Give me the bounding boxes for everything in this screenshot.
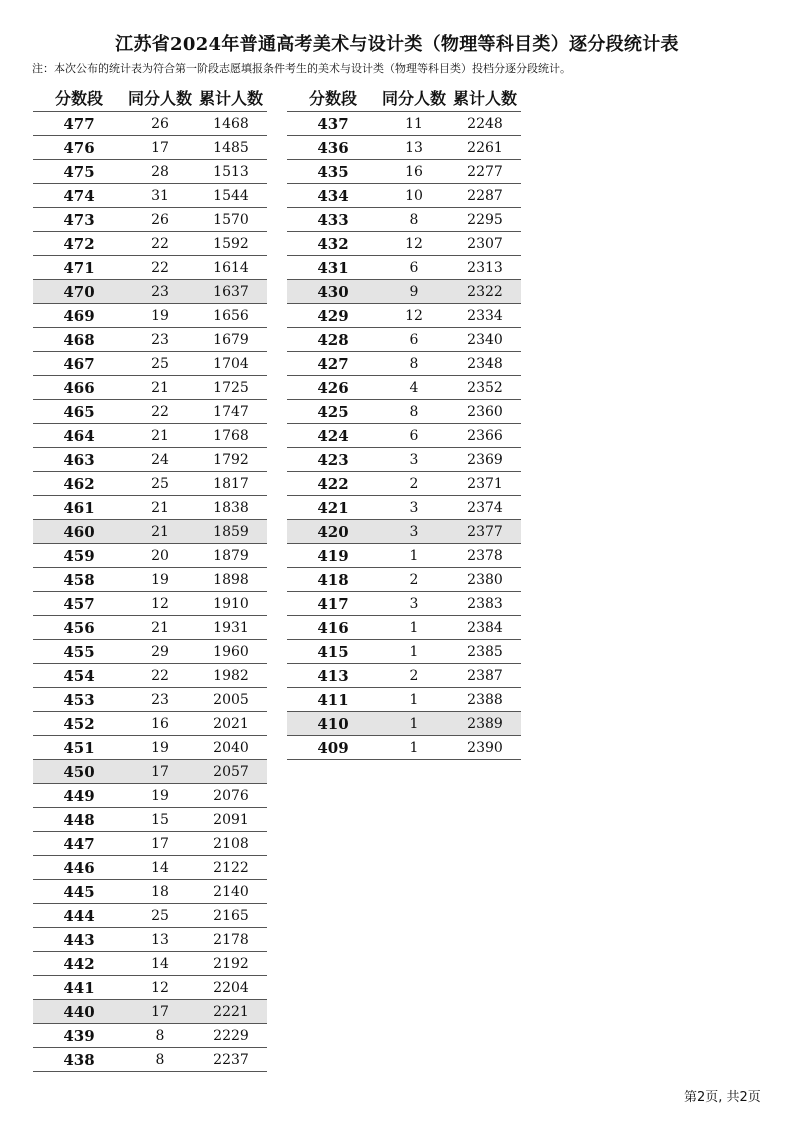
table-header [33,83,267,111]
score-cell: 468 [63,330,95,349]
same-count-cell: 21 [151,379,169,396]
score-cell: 427 [317,354,349,373]
cumulative-cell: 2385 [467,643,503,660]
table-row [287,567,521,591]
table-row [287,471,521,495]
score-cell: 469 [63,306,95,325]
table-row [33,687,267,711]
cumulative-cell: 2348 [467,355,503,372]
same-count-cell: 3 [409,523,419,540]
table-bottom-border [33,1071,267,1072]
same-count-cell: 20 [151,547,169,564]
score-cell: 466 [63,378,95,397]
cumulative-cell: 1614 [213,259,249,276]
table-row [33,903,267,927]
score-cell: 456 [63,618,95,637]
same-count-cell: 12 [405,307,423,324]
same-count-cell: 8 [409,403,419,420]
same-count-cell: 1 [409,691,419,708]
same-count-cell: 16 [151,715,169,732]
table-row [33,591,267,615]
table-row [287,687,521,711]
cumulative-cell: 1513 [213,163,249,180]
cumulative-cell: 2377 [467,523,503,540]
header-cumulative: 累计人数 [452,88,517,108]
table-row [33,399,267,423]
same-count-cell: 1 [409,547,419,564]
same-count-cell: 14 [151,955,169,972]
same-count-cell: 8 [409,355,419,372]
same-count-cell: 19 [151,787,169,804]
cumulative-cell: 1704 [213,355,249,372]
score-cell: 419 [317,546,349,565]
same-count-cell: 18 [151,883,169,900]
table-row [287,327,521,351]
score-cell: 449 [63,786,95,805]
same-count-cell: 23 [151,331,169,348]
score-cell: 434 [317,186,349,205]
same-count-cell: 23 [151,691,169,708]
cumulative-cell: 1768 [213,427,249,444]
score-cell: 472 [63,234,95,253]
score-cell: 442 [63,954,95,973]
cumulative-cell: 2076 [213,787,249,804]
same-count-cell: 12 [151,595,169,612]
table-row [33,519,267,543]
table-row [287,159,521,183]
table-row [287,591,521,615]
table-header [287,83,521,111]
cumulative-cell: 1859 [213,523,249,540]
score-cell: 435 [317,162,349,181]
same-count-cell: 13 [151,931,169,948]
score-cell: 452 [63,714,95,733]
same-count-cell: 19 [151,571,169,588]
table-row [287,615,521,639]
table-row [33,975,267,999]
score-cell: 424 [317,426,349,445]
cumulative-cell: 2261 [467,139,503,156]
table-row [287,711,521,735]
score-cell: 463 [63,450,95,469]
score-cell: 444 [63,906,95,925]
cumulative-cell: 2057 [213,763,249,780]
page-title: 江苏省2024年普通高考美术与设计类（物理等科目类）逐分段统计表 [115,34,679,55]
same-count-cell: 25 [151,475,169,492]
table-row [33,543,267,567]
same-count-cell: 12 [405,235,423,252]
cumulative-cell: 2340 [467,331,503,348]
table-row [33,855,267,879]
score-cell: 439 [63,1026,95,1045]
table-row [33,159,267,183]
cumulative-cell: 2371 [467,475,503,492]
score-cell: 457 [63,594,95,613]
score-cell: 420 [317,522,349,541]
cumulative-cell: 1747 [213,403,249,420]
score-cell: 465 [63,402,95,421]
same-count-cell: 28 [151,163,169,180]
table-row [33,663,267,687]
table-row [287,303,521,327]
table-row [287,375,521,399]
cumulative-cell: 2380 [467,571,503,588]
header-cumulative: 累计人数 [198,88,263,108]
cumulative-cell: 2277 [467,163,503,180]
cumulative-cell: 1485 [213,139,249,156]
score-cell: 428 [317,330,349,349]
cumulative-cell: 2165 [213,907,249,924]
table-row [33,999,267,1023]
score-cell: 459 [63,546,95,565]
table-row [33,927,267,951]
same-count-cell: 2 [409,475,419,492]
score-cell: 458 [63,570,95,589]
score-cell: 455 [63,642,95,661]
table-row [33,1023,267,1047]
table-row [287,231,521,255]
same-count-cell: 22 [151,667,169,684]
cumulative-cell: 2122 [213,859,249,876]
table-row [287,111,521,135]
same-count-cell: 25 [151,355,169,372]
header-score: 分数段 [54,88,103,108]
score-cell: 433 [317,210,349,229]
table-row [33,447,267,471]
score-cell: 447 [63,834,95,853]
score-table-right [287,83,521,760]
cumulative-cell: 2322 [467,283,503,300]
table-row [33,327,267,351]
table-row [33,135,267,159]
cumulative-cell: 2204 [213,979,249,996]
score-cell: 409 [317,738,349,757]
table-bottom-border [287,759,521,760]
cumulative-cell: 2388 [467,691,503,708]
score-cell: 453 [63,690,95,709]
score-cell: 454 [63,666,95,685]
same-count-cell: 2 [409,571,419,588]
table-row [287,495,521,519]
score-cell: 426 [317,378,349,397]
same-count-cell: 1 [409,619,419,636]
score-cell: 450 [63,762,95,781]
cumulative-cell: 2384 [467,619,503,636]
score-cell: 476 [63,138,95,157]
score-cell: 462 [63,474,95,493]
table-row [33,807,267,831]
cumulative-cell: 1592 [213,235,249,252]
cumulative-cell: 1544 [213,187,249,204]
cumulative-cell: 2334 [467,307,503,324]
cumulative-cell: 2091 [213,811,249,828]
cumulative-cell: 2383 [467,595,503,612]
table-row [33,951,267,975]
table-row [287,735,521,759]
score-cell: 474 [63,186,95,205]
cumulative-cell: 2221 [213,1003,249,1020]
same-count-cell: 17 [151,835,169,852]
score-cell: 423 [317,450,349,469]
score-table-left [33,83,267,1072]
table-note: 注：本次公布的统计表为符合第一阶段志愿填报条件考生的美术与设计类（物理等科目类）投档分逐分段统计。 [32,62,571,75]
score-cell: 473 [63,210,95,229]
cumulative-cell: 1817 [213,475,249,492]
table-row [33,423,267,447]
same-count-cell: 23 [151,283,169,300]
table-row [33,567,267,591]
cumulative-cell: 1910 [213,595,249,612]
cumulative-cell: 1879 [213,547,249,564]
cumulative-cell: 2229 [213,1027,249,1044]
page-footer: 第2页, 共2页 [684,1090,761,1105]
same-count-cell: 19 [151,307,169,324]
cumulative-cell: 2108 [213,835,249,852]
score-cell: 448 [63,810,95,829]
same-count-cell: 11 [405,115,423,132]
same-count-cell: 19 [151,739,169,756]
same-count-cell: 2 [409,667,419,684]
table-row [33,639,267,663]
table-row [33,375,267,399]
score-cell: 471 [63,258,95,277]
cumulative-cell: 1838 [213,499,249,516]
score-cell: 431 [317,258,349,277]
cumulative-cell: 2366 [467,427,503,444]
table-row [33,351,267,375]
same-count-cell: 8 [155,1051,165,1068]
same-count-cell: 21 [151,427,169,444]
table-row [287,279,521,303]
same-count-cell: 26 [151,115,169,132]
table-row [33,207,267,231]
same-count-cell: 15 [151,811,169,828]
same-count-cell: 22 [151,259,169,276]
table-row [33,879,267,903]
table-row [33,255,267,279]
table-row [33,831,267,855]
table-row [287,663,521,687]
same-count-cell: 26 [151,211,169,228]
cumulative-cell: 2389 [467,715,503,732]
score-cell: 461 [63,498,95,517]
cumulative-cell: 2040 [213,739,249,756]
table-row [33,783,267,807]
table-row [33,279,267,303]
table-row [287,399,521,423]
same-count-cell: 8 [409,211,419,228]
cumulative-cell: 1570 [213,211,249,228]
table-body-left [33,111,267,1072]
same-count-cell: 3 [409,451,419,468]
cumulative-cell: 2369 [467,451,503,468]
cumulative-cell: 2178 [213,931,249,948]
cumulative-cell: 1637 [213,283,249,300]
same-count-cell: 17 [151,139,169,156]
same-count-cell: 16 [405,163,423,180]
table-row [287,447,521,471]
score-cell: 446 [63,858,95,877]
score-cell: 464 [63,426,95,445]
same-count-cell: 4 [409,379,419,396]
cumulative-cell: 2360 [467,403,503,420]
same-count-cell: 22 [151,403,169,420]
score-cell: 467 [63,354,95,373]
same-count-cell: 9 [409,283,419,300]
score-cell: 441 [63,978,95,997]
score-cell: 413 [317,666,349,685]
score-cell: 432 [317,234,349,253]
same-count-cell: 6 [409,331,419,348]
same-count-cell: 31 [151,187,169,204]
score-cell: 417 [317,594,349,613]
table-body-right [287,111,521,760]
table-row [287,183,521,207]
table-row [33,471,267,495]
same-count-cell: 1 [409,739,419,756]
cumulative-cell: 1725 [213,379,249,396]
score-cell: 475 [63,162,95,181]
same-count-cell: 6 [409,427,419,444]
table-row [33,231,267,255]
cumulative-cell: 2307 [467,235,503,252]
same-count-cell: 13 [405,139,423,156]
same-count-cell: 3 [409,499,419,516]
table-row [33,735,267,759]
score-cell: 421 [317,498,349,517]
score-cell: 438 [63,1050,95,1069]
score-cell: 415 [317,642,349,661]
score-cell: 410 [317,714,349,733]
score-cell: 418 [317,570,349,589]
score-cell: 430 [317,282,349,301]
same-count-cell: 1 [409,643,419,660]
cumulative-cell: 2387 [467,667,503,684]
same-count-cell: 25 [151,907,169,924]
score-cell: 440 [63,1002,95,1021]
table-row [33,111,267,135]
cumulative-cell: 2390 [467,739,503,756]
cumulative-cell: 2237 [213,1051,249,1068]
same-count-cell: 22 [151,235,169,252]
cumulative-cell: 2005 [213,691,249,708]
cumulative-cell: 1898 [213,571,249,588]
table-row [287,423,521,447]
cumulative-cell: 1960 [213,643,249,660]
same-count-cell: 10 [405,187,423,204]
same-count-cell: 1 [409,715,419,732]
header-same: 同分人数 [127,88,192,108]
score-cell: 422 [317,474,349,493]
table-row [33,1047,267,1071]
table-row [287,519,521,543]
cumulative-cell: 2021 [213,715,249,732]
score-cell: 411 [317,690,349,709]
table-row [33,711,267,735]
cumulative-cell: 2374 [467,499,503,516]
cumulative-cell: 2140 [213,883,249,900]
cumulative-cell: 1656 [213,307,249,324]
score-cell: 425 [317,402,349,421]
same-count-cell: 8 [155,1027,165,1044]
table-row [287,543,521,567]
same-count-cell: 21 [151,523,169,540]
table-row [33,759,267,783]
cumulative-cell: 2192 [213,955,249,972]
score-cell: 451 [63,738,95,757]
same-count-cell: 17 [151,1003,169,1020]
score-cell: 436 [317,138,349,157]
table-row [287,255,521,279]
same-count-cell: 3 [409,595,419,612]
header-score: 分数段 [308,88,357,108]
same-count-cell: 12 [151,979,169,996]
cumulative-cell: 2313 [467,259,503,276]
table-row [33,615,267,639]
cumulative-cell: 2352 [467,379,503,396]
cumulative-cell: 2295 [467,211,503,228]
score-cell: 477 [63,114,95,133]
table-row [287,351,521,375]
score-cell: 445 [63,882,95,901]
score-cell: 470 [63,282,95,301]
table-row [287,135,521,159]
same-count-cell: 14 [151,859,169,876]
cumulative-cell: 1792 [213,451,249,468]
cumulative-cell: 1931 [213,619,249,636]
same-count-cell: 29 [151,643,169,660]
score-cell: 416 [317,618,349,637]
score-cell: 443 [63,930,95,949]
same-count-cell: 6 [409,259,419,276]
cumulative-cell: 1679 [213,331,249,348]
score-cell: 460 [63,522,95,541]
cumulative-cell: 2287 [467,187,503,204]
header-same: 同分人数 [381,88,446,108]
same-count-cell: 21 [151,619,169,636]
table-row [287,207,521,231]
cumulative-cell: 2248 [467,115,503,132]
same-count-cell: 17 [151,763,169,780]
table-row [33,183,267,207]
cumulative-cell: 2378 [467,547,503,564]
score-cell: 429 [317,306,349,325]
cumulative-cell: 1982 [213,667,249,684]
same-count-cell: 24 [151,451,169,468]
table-row [33,303,267,327]
table-row [33,495,267,519]
same-count-cell: 21 [151,499,169,516]
cumulative-cell: 1468 [213,115,249,132]
score-cell: 437 [317,114,349,133]
table-row [287,639,521,663]
